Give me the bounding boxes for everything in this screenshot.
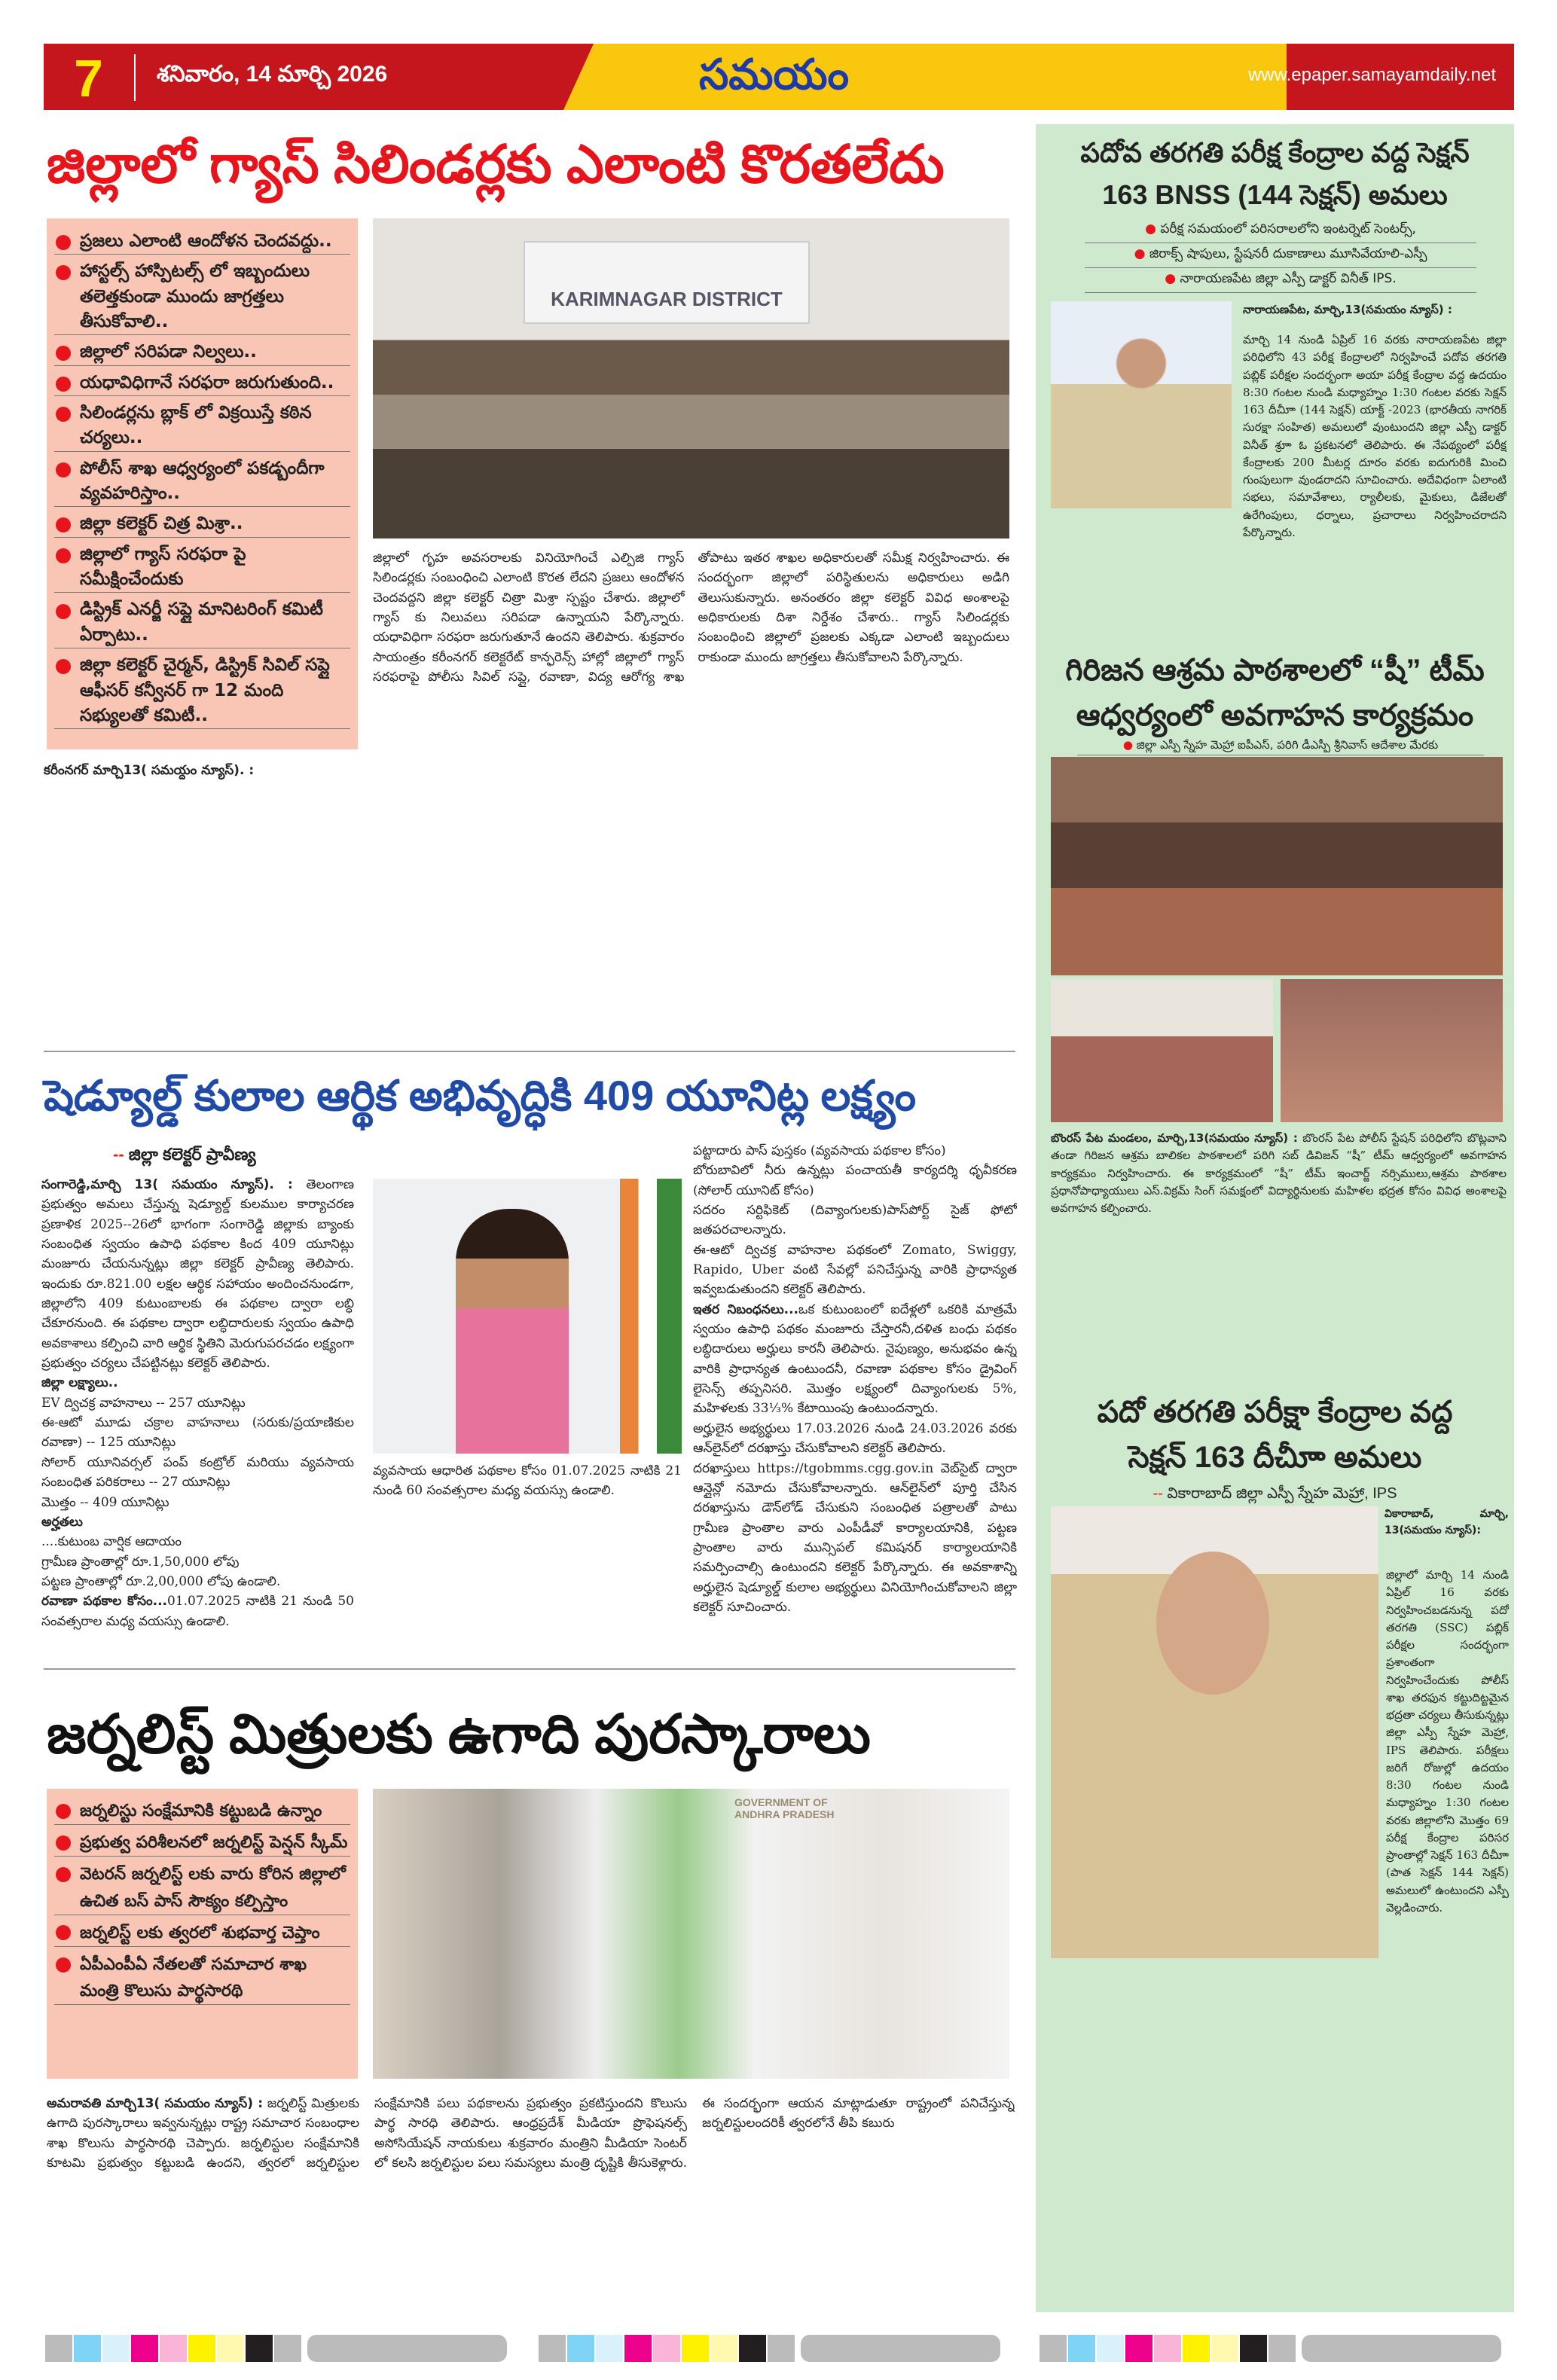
sheteam-staff-photo xyxy=(1051,979,1273,1122)
exam2-headline xyxy=(1036,1390,1514,1480)
epaper-url[interactable]: www.epaper.samayamdaily.net xyxy=(1247,65,1496,85)
sheteam-dateline: బొంరస్ పేట మండలం, మార్చి,13(సమయం న్యూస్) : xyxy=(1051,1131,1298,1145)
highlight-item: యధావిధిగానే సరఫరా జరుగుతుంది.. xyxy=(54,371,350,396)
color-swatch xyxy=(653,2335,680,2362)
highlight-item: ● పరీక్ష సమయంలో పరిసరాలలోని ఇంటర్నెట్ సెంటర్స్, xyxy=(1085,218,1476,243)
sc-eligibility-list xyxy=(41,1532,354,1591)
sheteam-body-wrap xyxy=(1051,1130,1507,1378)
sc-apply: అర్హులైన అభ్యర్థులు 17.03.2026 నుండి 24.03.2026 వరకు ఆన్‌లైన్‌లో దరఖాస్తు చేసుకోవాలని కలెక్టర్ తెలిపారు. xyxy=(693,1420,1017,1457)
sc-column-1 xyxy=(41,1175,354,1657)
gas-review-meeting-photo xyxy=(373,218,1009,539)
exam2-headline-line-1: పదో తరగతి పరీక్షా కేంద్రాల వద్ద xyxy=(1097,1396,1453,1429)
color-swatch xyxy=(710,2335,737,2362)
color-swatch xyxy=(188,2335,215,2362)
color-swatch xyxy=(1040,2335,1067,2362)
color-swatch xyxy=(246,2335,273,2362)
gas-dateline: కరీంనగర్ మార్చి13( సమయ్దం న్యూస్). : xyxy=(44,763,255,778)
color-swatch xyxy=(131,2335,158,2362)
sc-byline-text: జిల్లా కలెక్టర్ ప్రావీణ్య xyxy=(128,1145,256,1164)
sheteam-headline-line-1: గిరిజన ఆశ్రమ పాఠశాలలో “షీ” టీమ్ xyxy=(1065,654,1485,687)
color-swatch xyxy=(1211,2335,1238,2362)
highlight-item: హాస్టల్స్ హాస్పిటల్స్ లో ఇబ్బందులు తలెత్తకుండా ముందు జాగ్రత్తలు తీసుకోవాలి.. xyxy=(54,259,350,335)
sheteam-bullet-text: జిల్లా ఎస్పీ స్నేహ మెహ్రా ఐపీఎస్, పరిగి డీఎస్పీ శ్రీనివాస్ ఆదేశాల మేరకు xyxy=(1136,738,1439,752)
sc-targets-list xyxy=(41,1393,354,1512)
sc-byline: -- జిల్లా కలెక్టర్ ప్రావీణ్య xyxy=(113,1145,256,1164)
color-swatch xyxy=(102,2335,130,2362)
photo-sign: GOVERNMENT OF ANDHRA PRADESH xyxy=(734,1796,835,1820)
highlight-item: ● నారాయణపేట జిల్లా ఎస్పీ డాక్టర్ వినీత్ IPS. xyxy=(1085,268,1476,293)
highlight-item: ● జిరాక్స్ షాపులు, స్టేషనరీ దుకాణాలు మూసివేయాలి-ఎస్పీ xyxy=(1085,243,1476,268)
highlight-item: ప్రజలు ఎలాంటి ఆందోళన చెందవద్దు.. xyxy=(54,229,350,255)
document-item: ఈ-ఆటో ద్విచక్ర వాహనాల పథకంలో Zomato, Swiggy, Rapido, Uber వంటి సేవల్లో పనిచేస్తున్న వారికి ప్రాధాన్యత ఇవ్వబడుతుందని కలెక్టర్ తెలిపారు. xyxy=(693,1242,1017,1298)
color-swatch xyxy=(74,2335,101,2362)
divider xyxy=(134,54,136,101)
journalists-highlights-box xyxy=(47,1789,358,2079)
print-color-bar xyxy=(539,2335,1000,2362)
highlight-item: సిలిండర్లను బ్లాక్ లో విక్రయిస్తే కఠిన చర్యలు.. xyxy=(54,401,350,452)
color-swatch xyxy=(274,2335,301,2362)
grey-pill xyxy=(1302,2335,1501,2362)
highlight-item: పోలీస్ శాఖ ఆధ్వర్యంలో పకడ్బందీగా వ్యవహరిస్తాం.. xyxy=(54,456,350,508)
section-divider xyxy=(44,1051,1015,1052)
exam1-dateline: నారాయణపేట, మార్చి,13(సమయం న్యూస్) : xyxy=(1243,303,1452,316)
eligibility-item: గ్రామీణ ప్రాంతాల్లో రూ.1,50,000 లోపు xyxy=(41,1554,240,1570)
document-item: సదరం సర్టిఫికెట్ (దివ్యాంగులకు)పాస్‌పోర్ట్ సైజ్ ఫోటో జతపరచాలన్నారు. xyxy=(693,1203,1017,1238)
exam2-byline: -- వికారాబాద్ జిల్లా ఎస్పీ స్నేహ మెహ్రా, IPS xyxy=(1152,1485,1397,1502)
color-swatch xyxy=(1154,2335,1181,2362)
journalists-headline: జర్నలిస్ట్ మిత్రులకు ఉగాది పురస్కారాలు xyxy=(47,1704,871,1765)
photo-sign: KARIMNAGAR DISTRICT xyxy=(524,241,810,324)
exam2-dateline: వికారాబాద్, మార్చి, 13(సమయం న్యూస్): xyxy=(1385,1508,1509,1536)
highlight-item: జిల్లాలో గ్యాస్ సరఫరా పై సమీక్షించేందుకు xyxy=(54,542,350,593)
color-swatch xyxy=(1068,2335,1095,2362)
highlight-item: జర్నలిస్ట్ లకు త్వరలో శుభవార్త చెప్తాం xyxy=(54,1920,350,1947)
highlight-item: జర్నలిస్టు సంక్షేమానికి కట్టుబడి ఉన్నాం xyxy=(54,1798,350,1825)
target-item: మొత్తం -- 409 యూనిట్లు xyxy=(41,1494,169,1510)
sc-other: ఒక కుటుంబంలో ఐదేళ్లలో ఒకరికి మాత్రమే స్వయం ఉపాధి పథకం మంజూరు చేస్తారనీ,దళిత బంధు పథకం లబ్ధిదారులు అర్హులు కారనీ తెలిపారు. నైపుణ్యం, అనుభవం ఉన్న వారికి ప్రాధాన్యత ఉంటుందనీ, రవాణా పథకాల కోసం డ్రైవింగ్ లైసెన్స్ తప్పనిసరి. మొత్తం లక్ష్యంలో దివ్యాంగులకు 5%, మహిళలకు 33⅓% కేటాయింపు ఉంటుందన్నారు. xyxy=(693,1301,1017,1417)
color-swatch xyxy=(1097,2335,1124,2362)
sc-targets-label: జిల్లా లక్ష్యాలు.. xyxy=(41,1375,118,1391)
color-swatch xyxy=(624,2335,652,2362)
gas-body-columns xyxy=(373,548,1009,1042)
journalists-body: జర్నలిస్ట్ మిత్రులకు ఉగాది పురస్కారాలు ఇవ్వనున్నట్లు రాష్ట్ర సమాచార సంబంధాల శాఖ కొలుసు పార్థసారథి చెప్పారు. జర్నలిస్టుల సంక్షేమానికి కూటమి ప్రభుత్వం కట్టుబడి ఉందని, త్వరలో జర్నలిస్టుల సంక్షేమానికి పలు పథకాలను ప్రభుత్వం ప్రకటిస్తుందని కొలుసు పార్థ సారధి తెలిపారు. ఆంధ్రప్రదేశ్ మీడియా ప్రొఫెషనల్స్ అసోసియేషన్ నాయకులు శుక్రవారం మంత్రిని మీడియా సెంటర్ లో కలసి జర్నలిస్టుల పలు సమస్యలు మంత్రి దృష్టికి తీసుకెళ్లారు. ఈ సందర్భంగా ఆయన మాట్లాడుతూ రాష్ట్రంలో పనిచేస్తున్న జర్నలిస్టులందరికీ త్వరలోనే తీపి కబురు xyxy=(47,2096,1015,2171)
collector-portrait-photo xyxy=(373,1179,682,1454)
highlight-item: జిల్లాలో సరిపడా నిల్వలు.. xyxy=(54,340,350,365)
exam1-headline-line-2: 163 BNSS (144 సెక్షన్) అమలు xyxy=(1102,179,1448,210)
gas-headline: జిల్లాలో గ్యాస్ సిలిండర్లకు ఎలాంటి కొరతలేదు xyxy=(47,135,945,194)
exam1-headline-line-1: పదోవ తరగతి పరీక్ష కేంద్రాల వద్ద సెక్షన్ xyxy=(1080,137,1470,168)
color-swatch xyxy=(1125,2335,1152,2362)
highlight-text: నారాయణపేట జిల్లా ఎస్పీ డాక్టర్ వినీత్ IPS. xyxy=(1180,271,1397,286)
document-item: పట్టాదారు పాస్ పుస్తకం (వ్యవసాయ పథకాల కోసం) xyxy=(693,1143,946,1158)
highlight-item: ప్రభుత్వ పరిశీలనలో జర్నలిస్ట్ పెన్షన్ స్కీమ్ xyxy=(54,1829,350,1857)
color-swatch xyxy=(539,2335,566,2362)
sc-elig-label: అర్హతలు xyxy=(41,1514,83,1530)
sc-headline: షెడ్యూల్డ్ కులాల ఆర్థిక అభివృద్ధికి 409 యూనిట్ల లక్ష్యం xyxy=(44,1072,916,1119)
exam1-body-wrap xyxy=(1051,331,1507,636)
target-item: సోలార్ యూనివర్సల్ పంప్ కంట్రోల్ మరియు వ్యవసాయ సంబంధిత పరికరాలు -- 27 యూనిట్లు xyxy=(41,1454,354,1491)
highlight-item: వెటరన్ జర్నలిస్ట్ లకు వారు కోరిన జిల్లాలో ఉచిత బస్ పాస్ సౌక్యం కల్పిస్తాం xyxy=(54,1861,350,1915)
highlight-item: డిస్ట్రిక్ ఎనర్జీ సప్లై మానిటరింగ్ కమిటీ ఏర్పాటు.. xyxy=(54,597,350,648)
sheteam-headline xyxy=(1036,648,1514,738)
eligibility-item: పట్టణ ప్రాంతాల్లో రూ.2,00,000 లోపు ఉండాలి. xyxy=(41,1573,281,1589)
gas-lead xyxy=(44,761,360,1043)
highlight-text: పరీక్ష సమయంలో పరిసరాలలోని ఇంటర్నెట్ సెంటర్స్, xyxy=(1160,221,1416,236)
color-swatch xyxy=(217,2335,244,2362)
sc-agri: వ్యవసాయ ఆధారిత పథకాల కోసం 01.07.2025 నాటికి 21 నుండి 60 సంవత్సరాల మధ్య వయస్సు ఉండాలి. xyxy=(373,1463,682,1499)
highlight-text: జిరాక్స్ షాపులు, స్టేషనరీ దుకాణాలు మూసివేయాలి-ఎస్పీ xyxy=(1149,246,1427,261)
grey-pill xyxy=(307,2335,507,2362)
sc-dateline: సంగారెడ్డి,మార్చి 13( సమయం న్యూస్). : xyxy=(41,1177,293,1192)
grey-pill xyxy=(801,2335,1000,2362)
target-item: EV ద్విచక్ర వాహనాలు -- 257 యూనిట్లు xyxy=(41,1395,246,1411)
journalists-body-columns xyxy=(47,2094,1015,2308)
highlight-item: జిల్లా కలెక్టర్ చైర్మన్, డిస్ట్రిక్ సివిల్ సప్లై ఆఫీసర్ కన్వీనర్ గా 12 మంది సభ్యులతో కమిటీ.. xyxy=(54,653,350,729)
sc-other-label: ఇతర నిబంధనలు... xyxy=(693,1301,799,1317)
page-header xyxy=(44,44,1514,110)
issue-date: శనివారం, 14 మార్చి 2026 xyxy=(157,62,388,87)
gas-highlights-list xyxy=(54,229,350,729)
sheteam-students-photo xyxy=(1281,979,1503,1122)
journalists-dateline: అమరావతి మార్చి13( సమయం న్యూస్) : xyxy=(47,2096,264,2111)
color-swatch xyxy=(768,2335,795,2362)
exam2-byline-text: వికారాబాద్ జిల్లా ఎస్పీ స్నేహ మెహ్రా, IPS xyxy=(1167,1485,1397,1502)
color-swatch xyxy=(1183,2335,1210,2362)
color-swatch xyxy=(1240,2335,1267,2362)
sc-transport: 01.07.2025 నాటికి 21 నుండి 50 సంవత్సరాల మధ్య వయస్సు ఉండాలి. xyxy=(41,1594,354,1629)
portrait-figure xyxy=(456,1209,569,1454)
sc-column-2 xyxy=(373,1461,682,1657)
sheteam-classroom-photo xyxy=(1051,757,1503,975)
color-swatch xyxy=(596,2335,623,2362)
eligibility-item: ....కుటుంబ వార్షిక ఆదాయం xyxy=(41,1534,182,1550)
page-number: 7 xyxy=(74,49,103,108)
highlight-item: జిల్లా కలెక్టర్ చిత్ర మిశ్రా.. xyxy=(54,511,350,537)
color-swatch xyxy=(739,2335,766,2362)
exam2-body-wrap xyxy=(1051,1567,1509,2305)
gas-highlights-box xyxy=(47,218,358,749)
exam1-body: మార్చి 14 నుండి ఏప్రిల్ 16 వరకు నారాయణపేట జిల్లా పరిధిలోని 43 పరీక్ష కేంద్రాలలో నిర్వహించే పదోవ తరగతి పబ్లిక్ పరీక్షల సందర్భంగా అయా పరీక్ష కేంద్రాల వద్ద ఉదయం 8:30 గంటల నుండి మధ్యాహ్నం 1:30 గంటల వరకు సెక్షన్ 163 దీచీూా (144 సెక్షన్) యాక్ట్ -2023 (భారతీయ నాగరిక్ సురక్షా సంహిత) అమలులో వుంటుందని జిల్లా ఎస్పీ డాక్టర్ వినీత్ శ్రూా ఓ ప్రకటనలో తెలిపారు. ఈ నేపథ్యంలో పరీక్ష కేంద్రాలకు 200 మీటర్ల దూరం వరకు ఐదుగురికి మించి గుంపులుగా వుండరాదని సూచించారు. అదేవిధంగా ఏలాంటి సభలు, సమావేశాలు, ర్యాలీలకు, మైకులు, డిజేలతో ఉరేగింపులు, ధర్నాలు, ప్రచారాలు నిర్వహించరాదని పేర్కొన్నారు. xyxy=(1243,333,1507,539)
document-item: బోరుబావిలో నీరు ఉన్నట్లు పంచాయతీ కార్యదర్శి ధృవీకరణ (సోలార్ యూనిట్ కోసం) xyxy=(693,1163,1017,1198)
target-item: ఈ-ఆటో మూడు చక్రాల వాహనాలు (సరుకు/ప్రయాణికుల రవాణా) -- 125 యూనిట్లు xyxy=(41,1415,354,1451)
highlight-item: ఏపీఎంపీఏ నేతలతో సమాచార శాఖ మంత్రి కొలుసు పార్థసారథి xyxy=(54,1951,350,2005)
exam1-headline xyxy=(1036,132,1514,216)
color-swatch xyxy=(567,2335,594,2362)
journalists-highlights-list xyxy=(54,1798,350,2005)
masthead-logo: సమయం xyxy=(699,50,849,98)
sc-column-3 xyxy=(693,1141,1017,1657)
exam2-body: జిల్లాలో మార్చి 14 నుండి ఏప్రిల్ 16 వరకు నిర్వహించబడనున్న పదో తరగతి (SSC) పబ్లిక్ పరీక్షల సందర్భంగా ప్రశాంతంగా నిర్వహించేందుకు పోలీస్ శాఖ తరఫున కట్టుదిట్టమైన భద్రతా చర్యలు తీసుకున్నట్లు జిల్లా ఎస్పీ స్నేహ మెహ్రా, IPS తెలిపారు. పరీక్షలు జరిగే రోజుల్లో ఉదయం 8:30 గంటల నుండి మధ్యాహ్నం 1:30 గంటల వరకు జిల్లాలోని మొత్తం 69 పరీక్ష కేంద్రాల పరిసర ప్రాంతాల్లో సెక్షన్ 163 దీచీూా (పాత సెక్షన్ 144 సెక్షన్) అమలులో ఉంటుందని ఎస్పీ వెల్లడించారు. xyxy=(1386,1568,1509,1915)
sheteam-body: బొంరస్ పేట పోలీస్ స్టేషన్ పరిధిలోని బొట్లవాని తండా గిరిజన ఆశ్రమ బాలికల పాఠశాలలో పరిగి సబ్ డివిజన్ “షీ” టీమ్ ఆధ్వర్యంలో అవగాహన కార్యక్రమం నిర్వహించారు. ఈ కార్యక్రమంలో “షీ” టీమ్ ఇంచార్జ్ నర్సిములు,ఆశ్రమ పాఠశాల ప్రధానోపాధ్యాయులు ఎస్.విక్రమ్ సింగ్ సమక్షంలో విద్యార్థినులకు మహిళల భద్రత కోసం వివిధ అంశాలపై అవగాహన కల్పించారు. xyxy=(1051,1131,1507,1215)
print-color-bar xyxy=(1040,2335,1501,2362)
sheteam-bullet: ● జిల్లా ఎస్పీ స్నేహ మెహ్రా ఐపీఎస్, పరిగి డీఎస్పీ శ్రీనివాస్ ఆదేశాల మేరకు xyxy=(1077,738,1484,755)
header-yellow-band xyxy=(563,44,1287,110)
color-swatch xyxy=(45,2335,72,2362)
sc-para-1: తెలంగాణ ప్రభుత్వం అమలు చేస్తున్న షెడ్యూల్డ్ కులముల కార్యాచరణ ప్రణాళిక 2025--26లో భాగంగా సంగారెడ్డి జిల్లాకు బ్యాంకు సంబంధిత స్వయం ఉపాధి పథకాల కింద 409 యూనిట్లు మంజూరు చేయనున్నట్లు జిల్లా కలెక్టర్ ప్రావీణ్య తెలిపారు. ఇందుకు రూ.821.00 లక్షల ఆర్థిక సహాయం అందించనుండగా, జిల్లాలోని 409 కుటుంబాలకు ఈ పథకాల ద్వారా లబ్ధి చేకూరనుంది. ఈ పథకాల ద్వారా లబ్ధిదారులకు స్వయం ఉపాధి అవకాశాలు కల్పించి వారి ఆర్థిక స్థితిని మెరుగుపరచడం లక్ష్యంగా ప్రభుత్వం చర్యలు చేపట్టినట్లు కలెక్టర్ తెలిపారు. xyxy=(41,1177,354,1372)
color-swatch xyxy=(1268,2335,1296,2362)
gas-body-text: జిల్లాలో గృహ అవసరాలకు వినియోగించే ఎల్పిజి గ్యాస్ సిలిండర్లకు సంబంధించి ఎలాంటి కొరత లేదని ప్రజలు ఆందోళన చెందవద్దని జిల్లా కలెక్టర్ చిత్రా మిశ్రా స్పష్టం చేశారు. జిల్లాలో గ్యాస్ కు నిలువలు సరిపడా ఉన్నాయని పేర్కొన్నారు. యధావిధిగా సరఫరా జరుగుతూనే ఉందని తెలిపారు. శుక్రవారం సాయంత్రం కరీంనగర్ కలెక్టరేట్ కాన్ఫరెన్స్ హాల్లో జిల్లాలో గ్యాస్ సరఫరాపై పోలీసు సివిల్ సప్లై, రవాణా, విద్య ఆరోగ్య శాఖ తోపాటు ఇతర శాఖల అధికారులతో సమీక్ష నిర్వహించారు. ఈ సందర్భంగా జిల్లాలో పరిస్థితులను అధికారులు అడిగి తెలుసుకున్నారు. అనంతరం జిల్లా కలెక్టర్ వివిధ అంశాలపై అధికారులకు దిశా నిర్దేశం చేశారు.. గ్యాస్ సిలిండర్లకు సంబంధించి జిల్లాలో ప్రజలకు ఎక్కడా ఎలాంటి ఇబ్బందులు రాకుండా ముందు జాగ్రత్తలు తీసుకోవాలని పేర్కొన్నారు. xyxy=(373,551,1009,685)
sc-documents-list xyxy=(693,1141,1017,1300)
sc-transport-label: రవాణా పథకాల కోసం... xyxy=(41,1594,168,1610)
exam1-highlights xyxy=(1085,218,1476,293)
exam2-headline-line-2: సెక్షన్ 163 దీచీూా అమలు xyxy=(1128,1441,1422,1474)
sheteam-headline-line-2: ఆధ్వర్యంలో అవగాహన కార్యక్రమం xyxy=(1076,699,1474,732)
color-swatch xyxy=(682,2335,709,2362)
section-divider xyxy=(44,1668,1015,1670)
journalists-meeting-photo xyxy=(373,1789,1009,2079)
print-color-bar xyxy=(45,2335,507,2362)
color-swatch xyxy=(160,2335,187,2362)
sc-site: దరఖాస్తులు https://tgobmms.cgg.gov.in వెబ్‌సైట్ ద్వారా ఆన్లైన్లో నమోదు చేసుకోవాలన్నారు. ఆన్‌లైన్‌లో పూర్తి చేసిన దరఖాస్తును డౌన్‌లోడ్ చేసుకుని సంబంధిత పత్రాలతో పాటు గ్రామీణ ప్రాంతాల వారు ఎంపీడీవో కార్యాలయానికి, పట్టణ ప్రాంతాల వారు మున్సిపల్ కమిషనర్ కార్యాలయానికి సమర్పించాల్సి ఉంటుందని కలెక్టర్ పేర్కొన్నారు. ఈ అవకాశాన్ని అర్హులైన షెడ్యూల్డ్ కులాల అభ్యర్థులు వినియోగించుకోవాలని జిల్లా కలెక్టర్ సూచించారు. xyxy=(693,1460,1017,1615)
